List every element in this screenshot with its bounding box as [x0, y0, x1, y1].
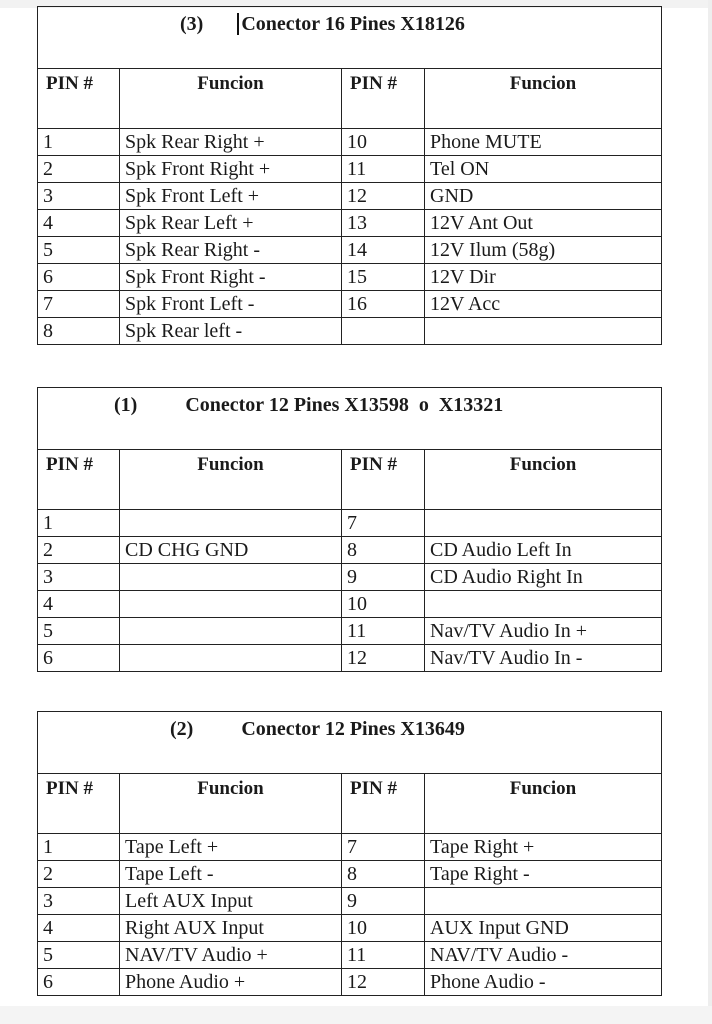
pin-function-cell: AUX Input GND	[425, 915, 662, 942]
pin-number-cell: 7	[38, 291, 120, 318]
pin-function-cell: Phone MUTE	[425, 129, 662, 156]
pin-number-cell: 6	[38, 969, 120, 996]
connector-title-row	[38, 388, 662, 450]
pin-function-cell: Spk Rear Right -	[120, 237, 342, 264]
pin-function-cell: Nav/TV Audio In -	[425, 645, 662, 672]
pin-function-cell: Nav/TV Audio In +	[425, 618, 662, 645]
pin-row	[38, 291, 662, 318]
pin-function-cell	[120, 510, 342, 537]
pin-row	[38, 942, 662, 969]
pin-number-cell: 4	[38, 915, 120, 942]
connector-title-row	[38, 7, 662, 69]
pin-number-cell: 1	[38, 834, 120, 861]
pin-function-cell: Spk Front Right -	[120, 264, 342, 291]
pin-function-cell	[120, 618, 342, 645]
pin-row	[38, 237, 662, 264]
pin-row	[38, 564, 662, 591]
pin-number-cell: 11	[342, 156, 425, 183]
header-funcion: Funcion	[120, 774, 342, 834]
pin-row	[38, 318, 662, 345]
pin-function-cell: Spk Rear Left +	[120, 210, 342, 237]
header-funcion: Funcion	[120, 450, 342, 510]
pin-row	[38, 156, 662, 183]
connector-name: Conector 16 Pines X18126	[237, 13, 465, 35]
connector-number: (3)	[180, 13, 204, 35]
pin-row	[38, 618, 662, 645]
pin-number-cell: 13	[342, 210, 425, 237]
pin-number-cell: 10	[342, 915, 425, 942]
pin-number-cell: 12	[342, 645, 425, 672]
pin-number-cell	[342, 318, 425, 345]
header-pin: PIN #	[38, 450, 120, 510]
pin-function-cell: Phone Audio +	[120, 969, 342, 996]
pin-row	[38, 834, 662, 861]
header-row	[38, 450, 662, 510]
pin-function-cell: NAV/TV Audio +	[120, 942, 342, 969]
pin-row	[38, 264, 662, 291]
header-row	[38, 69, 662, 129]
pin-row	[38, 183, 662, 210]
pin-row	[38, 861, 662, 888]
pin-function-cell: Tape Left -	[120, 861, 342, 888]
connector-title	[38, 712, 662, 774]
connector-title	[38, 7, 662, 69]
pin-function-cell: NAV/TV Audio -	[425, 942, 662, 969]
pin-function-cell: Spk Front Left +	[120, 183, 342, 210]
pin-row	[38, 129, 662, 156]
pin-number-cell: 2	[38, 156, 120, 183]
pin-function-cell: CD Audio Left In	[425, 537, 662, 564]
pin-function-cell: GND	[425, 183, 662, 210]
pin-function-cell	[120, 564, 342, 591]
header-pin: PIN #	[38, 69, 120, 129]
page-right-edge	[708, 0, 712, 1024]
pin-number-cell: 2	[38, 861, 120, 888]
pin-number-cell: 5	[38, 237, 120, 264]
pin-function-cell: Spk Rear Right +	[120, 129, 342, 156]
pin-row	[38, 645, 662, 672]
pin-function-cell	[425, 318, 662, 345]
pin-number-cell: 7	[342, 834, 425, 861]
pin-function-cell: Tel ON	[425, 156, 662, 183]
pin-rows	[38, 510, 662, 672]
pin-function-cell: Spk Rear left -	[120, 318, 342, 345]
pin-row	[38, 915, 662, 942]
pin-number-cell: 3	[38, 183, 120, 210]
connector-name: Conector 12 Pines X13598 o X13321	[185, 394, 504, 416]
page-bottom-edge	[0, 1006, 712, 1024]
pin-function-cell: Left AUX Input	[120, 888, 342, 915]
pin-function-cell	[120, 591, 342, 618]
pin-number-cell: 6	[38, 264, 120, 291]
pin-row	[38, 210, 662, 237]
pin-function-cell: Tape Left +	[120, 834, 342, 861]
pin-function-cell: Tape Right +	[425, 834, 662, 861]
pin-function-cell	[425, 510, 662, 537]
pin-row	[38, 888, 662, 915]
pin-number-cell: 6	[38, 645, 120, 672]
pin-function-cell: Right AUX Input	[120, 915, 342, 942]
pin-number-cell: 14	[342, 237, 425, 264]
pin-row	[38, 591, 662, 618]
pin-row	[38, 969, 662, 996]
header-pin: PIN #	[342, 450, 425, 510]
pin-number-cell: 9	[342, 564, 425, 591]
pin-number-cell: 4	[38, 591, 120, 618]
pin-number-cell: 8	[342, 861, 425, 888]
pin-function-cell: Spk Front Left -	[120, 291, 342, 318]
connector-title-row	[38, 712, 662, 774]
pin-number-cell: 8	[38, 318, 120, 345]
pin-function-cell	[425, 888, 662, 915]
pin-number-cell: 7	[342, 510, 425, 537]
header-pin: PIN #	[38, 774, 120, 834]
pin-number-cell: 11	[342, 618, 425, 645]
pin-function-cell	[425, 591, 662, 618]
connector-title	[38, 388, 662, 450]
pin-number-cell: 5	[38, 618, 120, 645]
pin-function-cell: 12V Ant Out	[425, 210, 662, 237]
pin-function-cell: 12V Acc	[425, 291, 662, 318]
pin-function-cell: Tape Right -	[425, 861, 662, 888]
pin-number-cell: 10	[342, 129, 425, 156]
header-funcion: Funcion	[425, 774, 662, 834]
pin-number-cell: 5	[38, 942, 120, 969]
connector-table-12-pin-x13649	[37, 711, 662, 996]
header-funcion: Funcion	[425, 69, 662, 129]
pin-row	[38, 510, 662, 537]
pin-number-cell: 2	[38, 537, 120, 564]
pin-number-cell: 3	[38, 564, 120, 591]
header-funcion: Funcion	[120, 69, 342, 129]
header-pin: PIN #	[342, 774, 425, 834]
pin-function-cell: 12V Dir	[425, 264, 662, 291]
header-funcion: Funcion	[425, 450, 662, 510]
pin-function-cell: CD Audio Right In	[425, 564, 662, 591]
pin-function-cell	[120, 645, 342, 672]
pin-number-cell: 15	[342, 264, 425, 291]
pin-function-cell: Phone Audio -	[425, 969, 662, 996]
pin-number-cell: 10	[342, 591, 425, 618]
pin-number-cell: 3	[38, 888, 120, 915]
pin-number-cell: 12	[342, 183, 425, 210]
header-row	[38, 774, 662, 834]
pin-number-cell: 1	[38, 510, 120, 537]
pin-function-cell: 12V Ilum (58g)	[425, 237, 662, 264]
header-pin: PIN #	[342, 69, 425, 129]
pin-rows	[38, 129, 662, 345]
pin-row	[38, 537, 662, 564]
pin-rows	[38, 834, 662, 996]
connector-number: (1)	[114, 394, 138, 416]
connector-table-12-pin-x13598	[37, 387, 662, 672]
pin-number-cell: 4	[38, 210, 120, 237]
pin-number-cell: 12	[342, 969, 425, 996]
connector-number: (2)	[170, 718, 194, 740]
pin-number-cell: 11	[342, 942, 425, 969]
pin-function-cell: CD CHG GND	[120, 537, 342, 564]
connector-table-16-pin	[37, 6, 662, 345]
pin-number-cell: 8	[342, 537, 425, 564]
connector-name: Conector 12 Pines X13649	[241, 718, 465, 740]
pin-number-cell: 9	[342, 888, 425, 915]
pin-function-cell: Spk Front Right +	[120, 156, 342, 183]
pin-number-cell: 16	[342, 291, 425, 318]
pin-number-cell: 1	[38, 129, 120, 156]
